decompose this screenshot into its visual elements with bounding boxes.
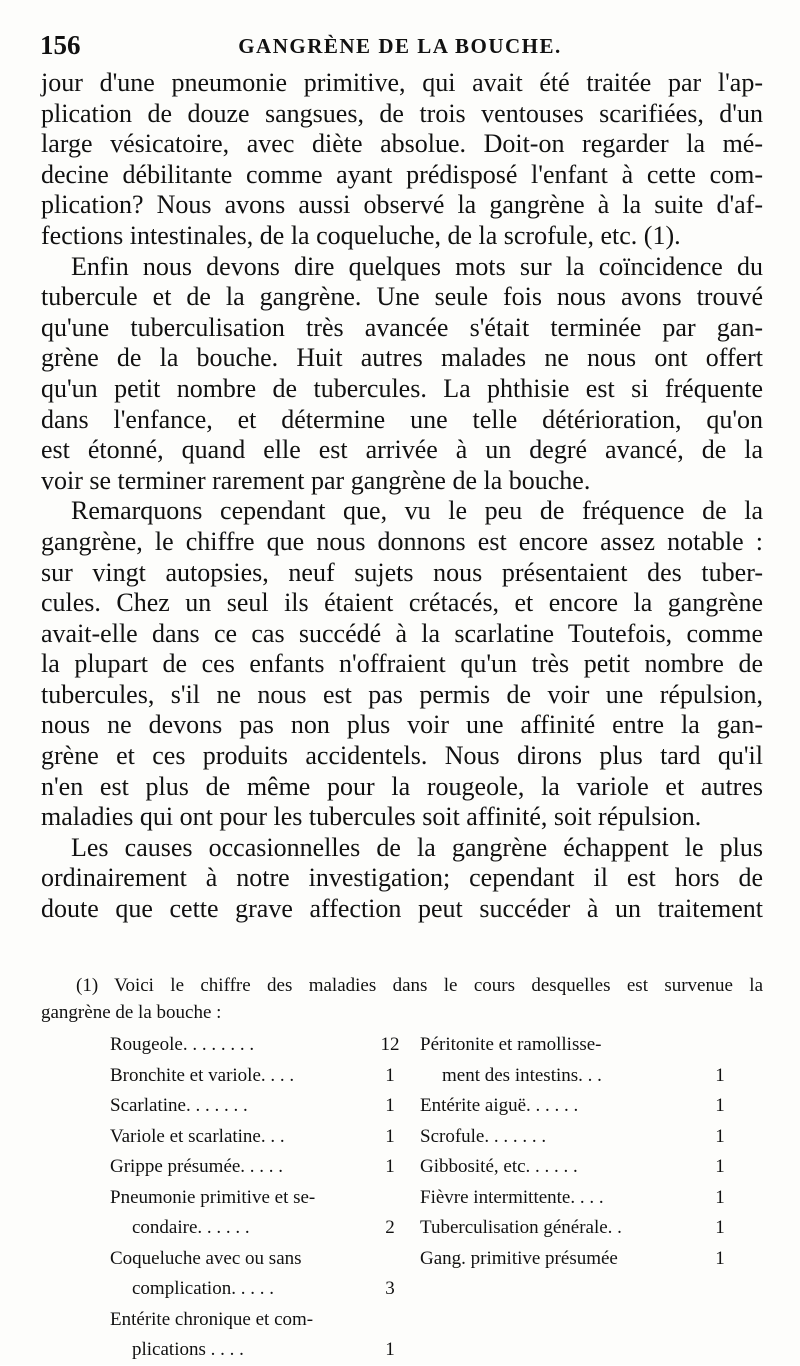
table-row — [110, 1305, 400, 1366]
table-row — [110, 1122, 400, 1153]
page-header — [40, 30, 760, 64]
text-line: est étonné, quand elle est arrivée à un degré avancé, de la — [41, 435, 763, 465]
text-line: la plupart de ces enfants n'offraient qu'un très petit nombre de — [41, 649, 763, 679]
text-line: cules. Chez un seul ils étaient crétacés, et encore la gangrène — [41, 588, 763, 618]
disease-count: 3 — [385, 1278, 395, 1299]
table-column-right — [420, 1030, 730, 1274]
text-line: voir se terminer rarement par gangrène de la bouche. — [41, 465, 591, 495]
text-line: qu'une tuberculisation très avancée s'était terminée par gan- — [41, 312, 763, 342]
disease-label-continued: condaire. . . . . . — [132, 1217, 250, 1238]
text-line: fections intestinales, de la coqueluche, de la scrofule, etc. (1). — [41, 220, 681, 250]
disease-label: Bronchite et variole. . . . — [110, 1064, 295, 1086]
page-number: 156 — [40, 30, 81, 60]
table-row — [110, 1091, 400, 1122]
table-column-left — [110, 1030, 400, 1366]
table-row — [110, 1030, 400, 1061]
disease-label: Coqueluche avec ou sans — [110, 1247, 302, 1269]
disease-count: 1 — [385, 1064, 395, 1086]
text-line: sur vingt autopsies, neuf sujets nous présentaient des tuber- — [41, 557, 763, 587]
disease-label: Pneumonie primitive et se- — [110, 1186, 316, 1208]
text-line: Enfin nous devons dire quelques mots sur la coïncidence du — [71, 251, 763, 281]
disease-count: 12 — [380, 1034, 400, 1055]
text-line: decine débilitante comme ayant prédisposé l'enfant à cette com- — [41, 159, 763, 189]
text-line: ordinairement à notre investigation; cependant il est hors de — [41, 863, 763, 893]
text-line: grène de la bouche. Huit autres malades ne nous ont offert — [41, 343, 763, 373]
disease-label: Scrofule. . . . . . . — [420, 1125, 547, 1147]
footnote-line: (1) Voici le chiffre des maladies dans le cours desquelles est survenue la — [76, 975, 763, 996]
text-line: Les causes occasionnelles de la gangrène échappent le plus — [71, 832, 763, 862]
disease-count: 1 — [385, 1095, 395, 1116]
text-line: avait-elle dans ce cas succédé à la scarlatine Toutefois, comme — [41, 618, 763, 648]
table-row — [420, 1091, 730, 1122]
disease-count: 1 — [715, 1064, 725, 1086]
table-row — [110, 1061, 400, 1092]
text-line: n'en est plus de même pour la rougeole, la variole et autres — [41, 771, 763, 801]
disease-label: Fièvre intermittente. . . . — [420, 1186, 604, 1208]
disease-count: 1 — [715, 1156, 725, 1177]
disease-count: 1 — [385, 1339, 395, 1360]
disease-label-continued: plications . . . . — [132, 1339, 244, 1360]
table-row — [420, 1122, 730, 1153]
disease-count: 1 — [715, 1186, 725, 1208]
footnote-line: gangrène de la bouche : — [41, 1002, 222, 1023]
text-line: tubercules, s'il ne nous est pas permis de voir une répulsion, — [41, 679, 763, 709]
disease-count: 2 — [385, 1217, 395, 1238]
disease-label-continued: ment des intestins. . . — [442, 1064, 602, 1086]
disease-label: Entérite chronique et com- — [110, 1308, 314, 1330]
disease-label: Entérite aiguë. . . . . . — [420, 1095, 579, 1116]
disease-count: 1 — [385, 1125, 395, 1147]
footnote — [41, 972, 763, 1026]
body-text — [41, 68, 763, 925]
table-row — [420, 1030, 730, 1091]
text-line: jour d'une pneumonie primitive, qui avait été traitée par l'ap- — [41, 68, 763, 97]
table-row — [110, 1183, 400, 1244]
text-line: tubercule et de la gangrène. Une seule fois nous avons trouvé — [41, 282, 763, 312]
disease-count: 1 — [715, 1125, 725, 1147]
disease-label: Variole et scarlatine. . . — [110, 1125, 285, 1147]
table-row — [420, 1244, 730, 1275]
text-line: qu'un petit nombre de tubercules. La phthisie est si fréquente — [41, 373, 763, 403]
paragraph — [41, 252, 763, 497]
text-line: maladies qui ont pour les tubercules soit affinité, soit répulsion. — [41, 802, 702, 832]
text-line: gangrène, le chiffre que nous donnons est encore assez notable : — [41, 526, 763, 556]
disease-count: 1 — [715, 1217, 725, 1238]
running-head: GANGRÈNE DE LA BOUCHE. — [238, 34, 562, 58]
table-row — [420, 1183, 730, 1214]
paragraph — [41, 496, 763, 833]
disease-label-continued: complication. . . . . — [132, 1278, 274, 1299]
table-row — [110, 1152, 400, 1183]
text-line: plication? Nous avons aussi observé la gangrène à la suite d'af- — [41, 190, 763, 220]
text-line: large vésicatoire, avec diète absolue. Doit-on regarder la mé- — [41, 129, 763, 159]
table-row — [420, 1213, 730, 1244]
disease-label: Scarlatine. . . . . . . — [110, 1095, 248, 1116]
disease-count: 1 — [715, 1247, 725, 1269]
table-row — [420, 1152, 730, 1183]
paragraph — [41, 68, 763, 252]
disease-label: Gibbosité, etc. . . . . . — [420, 1156, 578, 1177]
disease-label: Rougeole. . . . . . . . — [110, 1034, 255, 1055]
text-line: Remarquons cependant que, vu le peu de fréquence de la — [71, 496, 763, 526]
disease-label: Tuberculisation générale. . — [420, 1217, 622, 1238]
disease-label: Péritonite et ramollisse- — [420, 1034, 602, 1055]
paragraph — [41, 833, 763, 925]
disease-label: Gang. primitive présumée — [420, 1247, 618, 1269]
text-line: grène et ces produits accidentels. Nous dirons plus tard qu'il — [41, 741, 763, 771]
text-line: plication de douze sangsues, de trois ventouses scarifiées, d'un — [41, 98, 763, 128]
disease-label: Grippe présumée. . . . . — [110, 1156, 284, 1177]
text-line: nous ne devons pas non plus voir une affinité entre la gan- — [41, 710, 763, 740]
text-line: dans l'enfance, et détermine une telle détérioration, qu'on — [41, 404, 763, 434]
table-row — [110, 1244, 400, 1305]
disease-count: 1 — [385, 1156, 395, 1177]
disease-count: 1 — [715, 1095, 725, 1116]
text-line: doute que cette grave affection peut succéder à un traitement — [41, 894, 763, 924]
